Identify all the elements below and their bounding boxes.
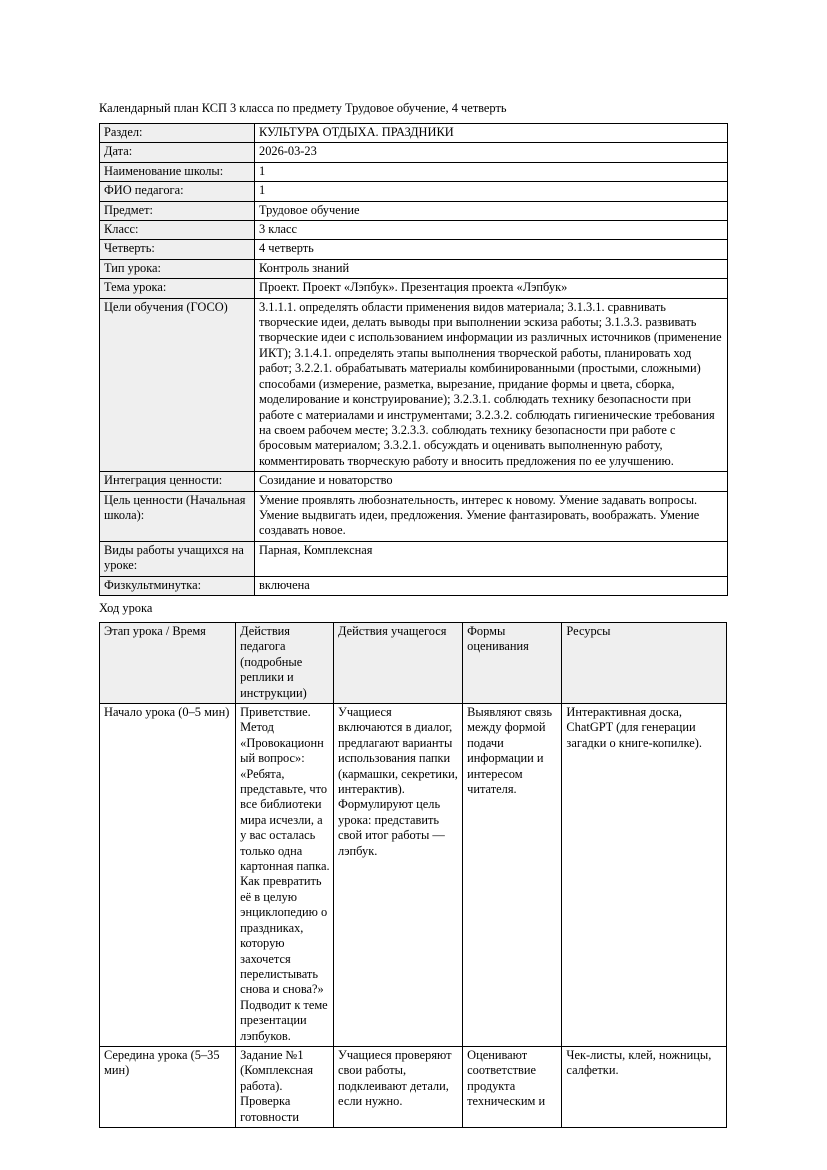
table-row (100, 221, 728, 240)
info-label: Интеграция ценности: (100, 472, 255, 491)
column-header: Действия учащегося (334, 622, 463, 703)
info-label: Дата: (100, 143, 255, 162)
table-row (100, 201, 728, 220)
stage-cell: Середина урока (5–35 мин) (100, 1046, 236, 1127)
info-label: Раздел: (100, 124, 255, 143)
table-row (100, 541, 728, 576)
page-title: Календарный план КСП 3 класса по предмету Трудовое обучение, 4 четверть (99, 101, 507, 115)
lesson-flow-body (100, 704, 727, 1128)
info-label: Виды работы учащихся на уроке: (100, 541, 255, 576)
table-row (100, 259, 728, 278)
table-row (100, 162, 728, 181)
table-row (100, 576, 728, 595)
info-value: 3 класс (255, 221, 728, 240)
info-label: ФИО педагога: (100, 182, 255, 201)
info-value: Созидание и новаторство (255, 472, 728, 491)
column-header: Формы оценивания (463, 622, 562, 703)
table-row (100, 240, 728, 259)
info-value: 4 четверть (255, 240, 728, 259)
info-value: Парная, Комплексная (255, 541, 728, 576)
info-value: Проект. Проект «Лэпбук». Презентация проекта «Лэпбук» (255, 279, 728, 298)
info-value: 1 (255, 182, 728, 201)
table-row (100, 1046, 727, 1127)
table-row (100, 491, 728, 541)
info-label: Цель ценности (Начальная школа): (100, 491, 255, 541)
lesson-info-table (99, 123, 728, 596)
info-value: 3.1.1.1. определять области применения видов материала; 3.1.3.1. сравнивать творческие идеи, делать выводы при выполнении эскиза работы; 3.1.3.3. развивать творческие идеи с использованием информации из различных источников (применение ИКТ); 3.1.4.1. определять этапы выполнения творческой работы, планировать ход работ; 3.2.2.1. обрабатывать материалы комбинированными (простыми, сложными) способами (измерение, разметка, вырезание, придание формы и цвета, сборка, моделирование и конструирование); 3.2.3.1. соблюдать технику безопасности при работе с материалами и инструментами; 3.2.3.2. соблюдать гигиенические требования на своем рабочем месте; 3.2.3.3. соблюдать технику безопасности при работе с бросовым материалом; 3.3.2.1. обсуждать и оценивать выполненную работу, комментировать творческую работу и вносить предложения по ее улучшению. (255, 298, 728, 471)
student-actions-cell: Учащиеся проверяют свои работы, подклеивают детали, если нужно. (334, 1046, 463, 1127)
student-actions-cell: Учащиеся включаются в диалог, предлагают варианты использования папки (кармашки, секретики, интерактив). Формулируют цель урока: представить свой итог работы — лэпбук. (334, 704, 463, 1047)
info-value: 2026-03-23 (255, 143, 728, 162)
info-label: Класс: (100, 221, 255, 240)
table-row (100, 704, 727, 1047)
table-row (100, 298, 728, 471)
info-label: Предмет: (100, 201, 255, 220)
info-label: Цели обучения (ГОСО) (100, 298, 255, 471)
info-value: Умение проявлять любознательность, интерес к новому. Умение задавать вопросы. Умение выдвигать идеи, предложения. Умение фантазировать, воображать. Умение создавать новое. (255, 491, 728, 541)
assessment-cell: Оценивают соответствие продукта техническим и (463, 1046, 562, 1127)
flow-caption: Ход урока (99, 600, 153, 615)
table-row (100, 124, 728, 143)
info-label: Физкультминутка: (100, 576, 255, 595)
column-header: Этап урока / Время (100, 622, 236, 703)
column-header: Действия педагога (подробные реплики и инструкции) (236, 622, 334, 703)
table-row (100, 279, 728, 298)
info-value: включена (255, 576, 728, 595)
table-header-row (100, 622, 727, 703)
assessment-cell: Выявляют связь между формой подачи информации и интересом читателя. (463, 704, 562, 1047)
info-value: 1 (255, 162, 728, 181)
info-value: Трудовое обучение (255, 201, 728, 220)
info-value: КУЛЬТУРА ОТДЫХА. ПРАЗДНИКИ (255, 124, 728, 143)
info-label: Тема урока: (100, 279, 255, 298)
info-value: Контроль знаний (255, 259, 728, 278)
table-row (100, 182, 728, 201)
table-row (100, 472, 728, 491)
resources-cell: Интерактивная доска, ChatGPT (для генерации загадки о книге-копилке). (562, 704, 727, 1047)
teacher-actions-cell: Приветствие. Метод «Провокационный вопрос»: «Ребята, представьте, что все библиотеки мира исчезли, а у вас осталась только одна картонная папка. Как превратить её в целую энциклопедию о праздниках, которую захочется перелистывать снова и снова?» Подводит к теме презентации лэпбуков. (236, 704, 334, 1047)
table-row (100, 143, 728, 162)
info-label: Четверть: (100, 240, 255, 259)
teacher-actions-cell: Задание №1 (Комплексная работа). Проверка готовности (236, 1046, 334, 1127)
lesson-flow-head (100, 622, 727, 703)
lesson-flow-table (99, 622, 727, 1128)
column-header: Ресурсы (562, 622, 727, 703)
resources-cell: Чек-листы, клей, ножницы, салфетки. (562, 1046, 727, 1127)
info-label: Наименование школы: (100, 162, 255, 181)
info-label: Тип урока: (100, 259, 255, 278)
stage-cell: Начало урока (0–5 мин) (100, 704, 236, 1047)
lesson-info-body (100, 124, 728, 596)
